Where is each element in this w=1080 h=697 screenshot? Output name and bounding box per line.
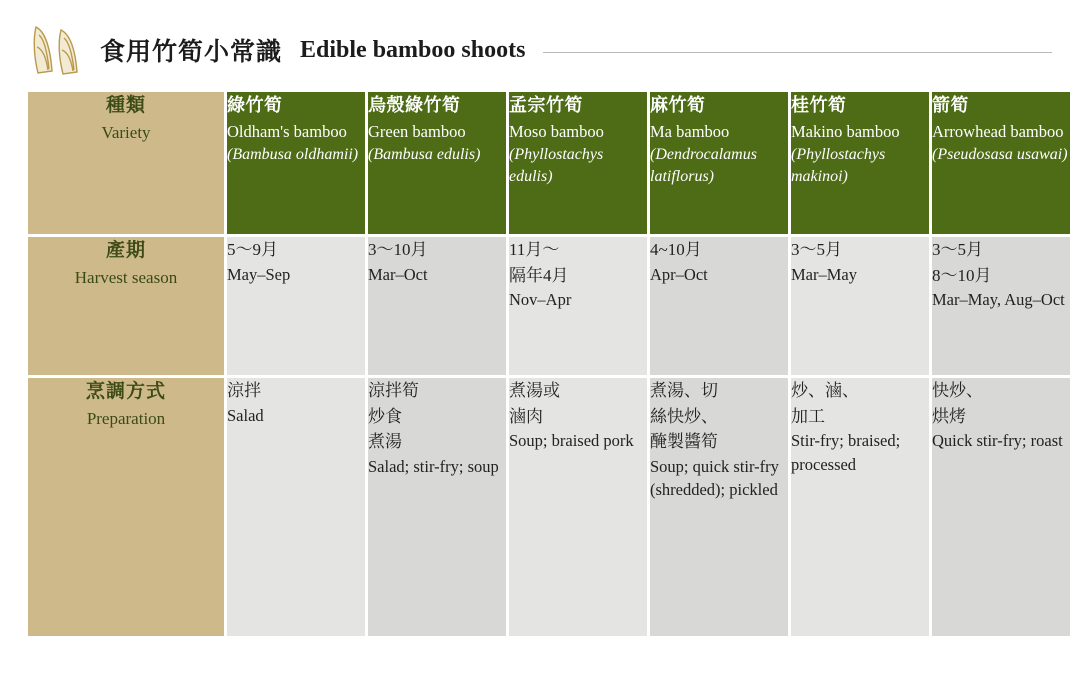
harvest-en: May–Sep	[227, 264, 291, 284]
preparation-cell	[368, 378, 506, 636]
preparation-zh: 炒、滷、 加工	[791, 381, 859, 426]
harvest-cell	[650, 237, 788, 375]
preparation-cell	[509, 378, 647, 636]
preparation-zh: 煮湯、切 絲快炒、 醃製醬筍	[650, 381, 718, 451]
preparation-en: Salad	[227, 405, 264, 425]
variety-scientific-name: (Bambusa oldhamii)	[227, 146, 359, 164]
page-header	[28, 22, 1052, 78]
harvest-zh: 5〜9月	[227, 240, 278, 259]
preparation-en: Soup; braised pork	[509, 431, 634, 450]
preparation-en: Quick stir-fry; roast	[932, 431, 1063, 450]
bamboo-shoots-logo	[28, 23, 90, 77]
harvest-zh: 4~10月	[650, 240, 702, 259]
table-row-harvest	[28, 237, 1070, 375]
harvest-en: Nov–Apr	[509, 290, 572, 309]
row-label-variety	[28, 92, 224, 234]
variety-name-en: Arrowhead bamboo	[932, 122, 1064, 141]
variety-scientific-name: (Phyllostachys edulis)	[509, 146, 604, 185]
row-label-variety-zh: 種類	[105, 95, 146, 116]
variety-header-cell	[227, 92, 365, 234]
variety-header-cell	[932, 92, 1070, 234]
preparation-zh: 煮湯或 滷肉	[509, 381, 560, 426]
preparation-cell	[791, 378, 929, 636]
harvest-zh: 3〜5月 8〜10月	[932, 240, 992, 285]
preparation-cell	[932, 378, 1070, 636]
bamboo-shoots-table	[28, 92, 1070, 636]
harvest-en: Mar–Oct	[368, 264, 428, 284]
variety-name-zh: 烏殼綠竹筍	[368, 95, 461, 115]
variety-name-en: Makino bamboo	[791, 122, 900, 141]
variety-header-cell	[509, 92, 647, 234]
row-label-harvest	[28, 237, 224, 375]
preparation-zh: 涼拌筍 炒食 煮湯	[368, 381, 419, 451]
page-title-zh: 食用竹筍小常識	[100, 39, 283, 66]
variety-scientific-name: (Bambusa edulis)	[368, 146, 481, 164]
row-label-variety-en: Variety	[101, 122, 151, 142]
row-label-preparation-en: Preparation	[86, 408, 166, 428]
harvest-zh: 11月〜 隔年4月	[509, 240, 569, 285]
variety-name-en: Green bamboo	[368, 122, 466, 141]
row-label-harvest-zh: 產期	[105, 240, 146, 261]
variety-scientific-name: (Dendrocalamus latiflorus)	[650, 146, 757, 185]
harvest-cell	[509, 237, 647, 375]
preparation-cell	[650, 378, 788, 636]
variety-name-zh: 綠竹筍	[227, 95, 283, 115]
variety-name-en: Oldham's bamboo	[227, 122, 347, 141]
variety-header-cell	[368, 92, 506, 234]
harvest-cell	[368, 237, 506, 375]
row-label-preparation	[28, 378, 224, 636]
preparation-cell	[227, 378, 365, 636]
variety-scientific-name: (Phyllostachys makinoi)	[791, 146, 886, 185]
harvest-en: Mar–May	[791, 264, 857, 284]
variety-name-en: Ma bamboo	[650, 122, 730, 141]
harvest-cell	[791, 237, 929, 375]
variety-scientific-name: (Pseudosasa usawai)	[932, 146, 1068, 164]
harvest-zh: 3〜5月	[791, 240, 842, 259]
row-label-preparation-zh: 烹調方式	[85, 381, 166, 402]
variety-name-zh: 箭筍	[932, 95, 969, 115]
variety-name-zh: 麻竹筍	[650, 95, 706, 115]
preparation-zh: 涼拌	[227, 381, 261, 400]
page-title-en: Edible bamboo shoots	[300, 36, 526, 63]
variety-name-en: Moso bamboo	[509, 122, 604, 141]
variety-header-cell	[650, 92, 788, 234]
table-row-variety	[28, 92, 1070, 234]
variety-name-zh: 桂竹筍	[791, 95, 847, 115]
preparation-zh: 快炒、 烘烤	[932, 381, 983, 426]
harvest-cell	[932, 237, 1070, 375]
harvest-cell	[227, 237, 365, 375]
harvest-en: Apr–Oct	[650, 264, 708, 284]
preparation-en: Stir-fry; braised; processed	[791, 431, 901, 474]
preparation-en: Soup; quick stir-fry (shredded); pickled	[650, 456, 779, 500]
harvest-en: Mar–May, Aug–Oct	[932, 290, 1065, 309]
preparation-en: Salad; stir-fry; soup	[368, 456, 499, 476]
row-label-harvest-en: Harvest season	[74, 267, 178, 287]
variety-header-cell	[791, 92, 929, 234]
table-row-preparation	[28, 378, 1070, 636]
harvest-zh: 3〜10月	[368, 240, 428, 259]
variety-name-zh: 孟宗竹筍	[509, 95, 583, 115]
title-divider	[543, 52, 1052, 53]
